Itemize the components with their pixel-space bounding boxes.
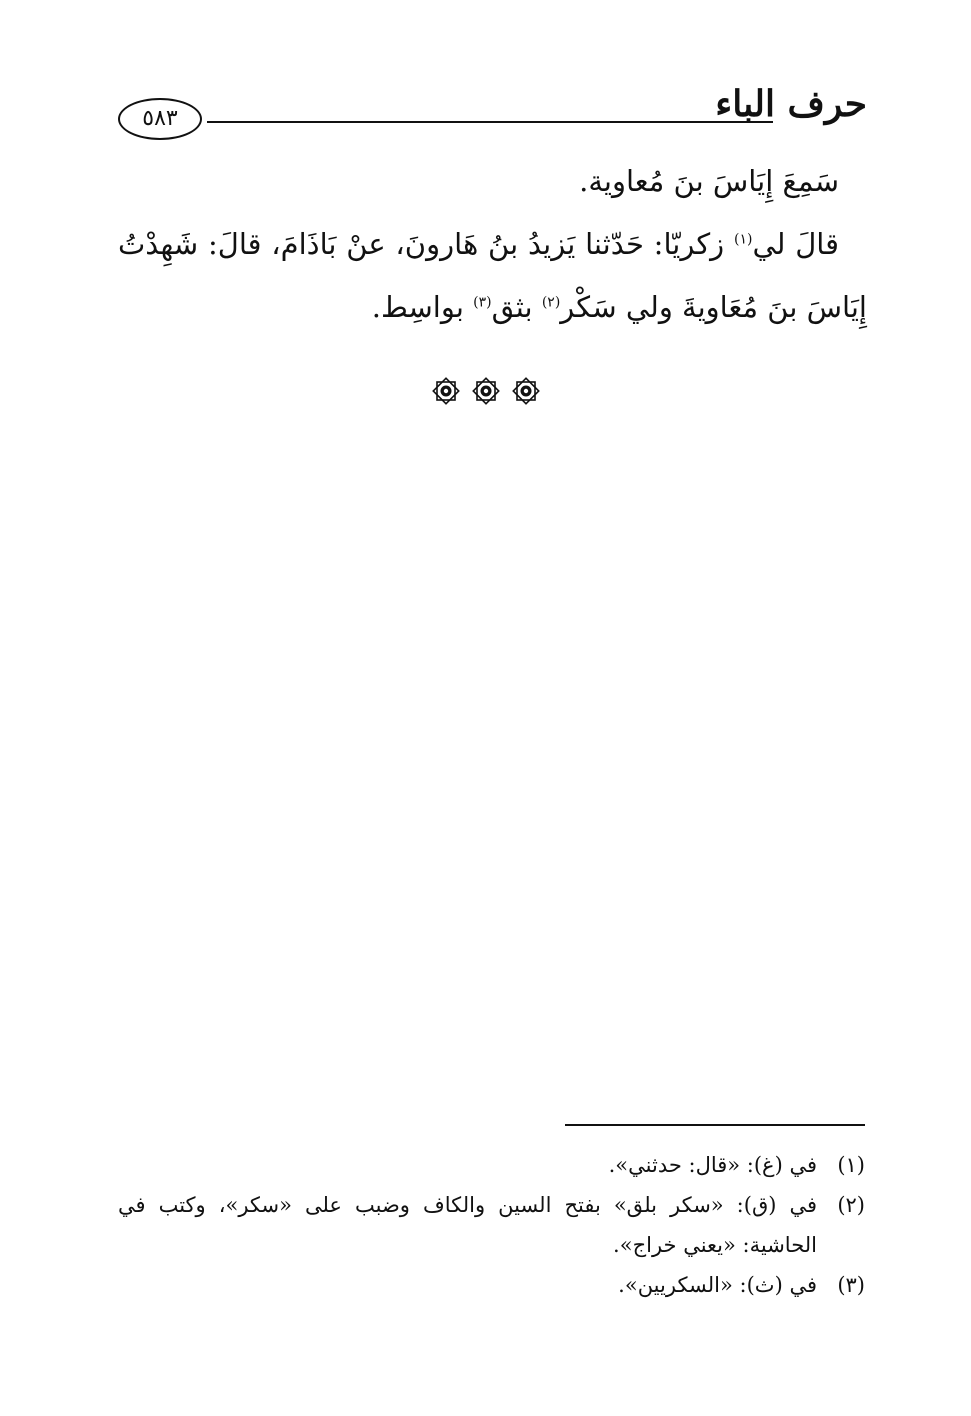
footnote-number: (١) xyxy=(837,1153,865,1177)
paragraph-2-part-1: قالَ لي xyxy=(752,227,839,261)
footnote-2 xyxy=(118,1185,865,1265)
section-ornament xyxy=(0,376,971,412)
running-title: حرف الباء xyxy=(715,83,867,125)
paragraph-2-part-3: بثق xyxy=(491,290,542,324)
footnote-number: (٣) xyxy=(837,1273,865,1297)
footnote-text: في (ق): «سكر بلق» بفتح السين والكاف وضبب على «سكر»، وكتب في الحاشية: «يعني خراج». xyxy=(118,1193,817,1257)
header-rule xyxy=(207,121,773,123)
footnote-separator xyxy=(565,1124,865,1126)
paragraph-2-part-4: بواسِط. xyxy=(371,290,474,324)
footnotes xyxy=(118,1145,865,1305)
footnote-ref-2: (٢) xyxy=(541,294,561,311)
footnote-number: (٢) xyxy=(837,1193,865,1217)
main-text xyxy=(118,150,867,339)
paragraph-2 xyxy=(118,213,867,339)
footnote-text: في (غ): «قال: حدثني». xyxy=(608,1153,817,1177)
footnote-text: في (ث): «السكريين». xyxy=(618,1273,817,1297)
footnote-1 xyxy=(118,1145,865,1185)
page-number: ٥٨٣ xyxy=(142,106,178,131)
paragraph-2-part-2: زكريّا: حَدّثنا يَزيدُ بنُ هَارونَ، عنْ بَاذَامَ، قالَ: شَهِدْتُ إِيَاسَ بنَ مُعَاويةَ ولي سَكْر xyxy=(118,227,867,324)
flower-ornament-icon xyxy=(511,376,541,406)
page-number-frame xyxy=(118,98,202,140)
footnote-ref-1: (١) xyxy=(733,231,753,248)
footnote-ref-3: (٣) xyxy=(473,294,492,311)
flower-ornament-icon xyxy=(471,376,501,406)
paragraph-1: سَمِعَ إِيَاسَ بنَ مُعاوية. xyxy=(579,164,839,198)
flower-ornament-icon xyxy=(431,376,461,406)
footnote-3 xyxy=(118,1265,865,1305)
